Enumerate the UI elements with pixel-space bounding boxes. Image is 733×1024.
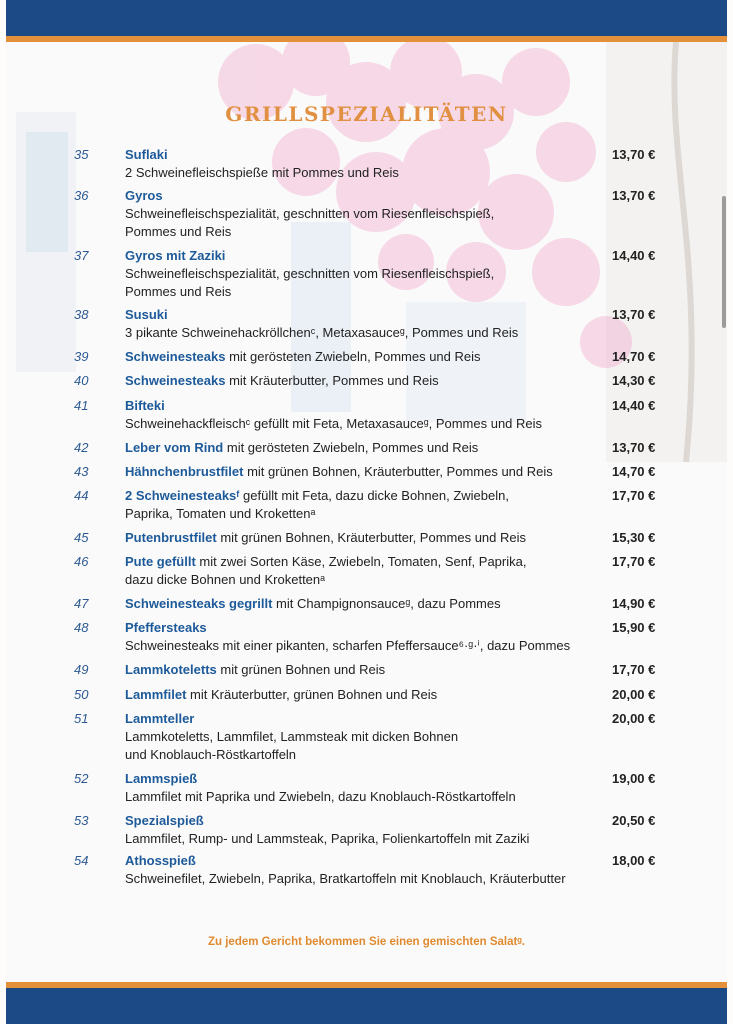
item-name: Lammspieß bbox=[125, 771, 198, 786]
item-price: 17,70 € bbox=[612, 554, 656, 569]
item-name: Bifteki bbox=[125, 398, 165, 413]
top-band bbox=[6, 0, 727, 36]
item-name-line bbox=[125, 440, 478, 455]
item-name-line bbox=[125, 771, 197, 786]
item-name-line bbox=[125, 620, 207, 635]
item-number: 35 bbox=[74, 147, 89, 162]
item-inline-description: gefüllt mit Feta, dazu dicke Bohnen, Zwiebeln, bbox=[239, 488, 509, 503]
item-number: 39 bbox=[74, 349, 89, 364]
item-description: Lammfilet, Rump- und Lammsteak, Paprika, Folienkartoffeln mit Zaziki bbox=[125, 831, 530, 846]
item-number: 51 bbox=[74, 711, 89, 726]
item-name-line bbox=[125, 248, 225, 263]
item-number: 48 bbox=[74, 620, 89, 635]
item-name: Pfeffersteaks bbox=[125, 620, 207, 635]
item-name: Lammteller bbox=[125, 711, 195, 726]
item-name: Schweinesteaks bbox=[125, 349, 226, 364]
item-inline-description: mit Champignonsauceᵍ, dazu Pommes bbox=[272, 596, 501, 611]
item-price: 17,70 € bbox=[612, 488, 656, 503]
item-name: Susuki bbox=[125, 307, 168, 322]
item-inline-description: mit zwei Sorten Käse, Zwiebeln, Tomaten, Senf, Paprika, bbox=[195, 554, 527, 569]
item-inline-description: mit gerösteten Zwiebeln, Pommes und Reis bbox=[223, 440, 479, 455]
item-name-line bbox=[125, 373, 439, 388]
item-name: Spezialspieß bbox=[125, 813, 204, 828]
item-number: 54 bbox=[74, 853, 89, 868]
item-name: Putenbrustfilet bbox=[125, 530, 217, 545]
item-inline-description: mit Kräuterbutter, Pommes und Reis bbox=[225, 373, 439, 388]
item-number: 43 bbox=[74, 464, 89, 479]
item-name: Schweinesteaks bbox=[125, 373, 226, 388]
item-name-line bbox=[125, 464, 553, 479]
item-price: 17,70 € bbox=[612, 662, 656, 677]
item-price: 13,70 € bbox=[612, 440, 656, 455]
item-description: Paprika, Tomaten und Krokettenᵃ bbox=[125, 506, 316, 521]
item-description: dazu dicke Bohnen und Krokettenᵃ bbox=[125, 572, 325, 587]
item-name-line bbox=[125, 687, 437, 702]
item-price: 13,70 € bbox=[612, 307, 656, 322]
item-number: 50 bbox=[74, 687, 89, 702]
item-name-line bbox=[125, 188, 163, 203]
item-price: 20,50 € bbox=[612, 813, 656, 828]
item-number: 41 bbox=[74, 398, 89, 413]
item-inline-description: mit grünen Bohnen und Reis bbox=[216, 662, 386, 677]
item-name-line bbox=[125, 147, 168, 162]
scrollbar-thumb[interactable] bbox=[722, 196, 726, 328]
bottom-band bbox=[6, 988, 727, 1024]
item-name-line bbox=[125, 596, 501, 611]
item-name-line bbox=[125, 349, 481, 364]
item-price: 14,40 € bbox=[612, 248, 656, 263]
item-number: 45 bbox=[74, 530, 89, 545]
item-name: Gyros bbox=[125, 188, 163, 203]
item-price: 18,00 € bbox=[612, 853, 656, 868]
item-price: 13,70 € bbox=[612, 188, 656, 203]
item-inline-description: mit grünen Bohnen, Kräuterbutter, Pommes und Reis bbox=[243, 464, 553, 479]
item-name: Schweinesteaks gegrillt bbox=[125, 596, 273, 611]
item-description: Schweinefleischspezialität, geschnitten vom Riesenfleischspieß, Pommes und Reis bbox=[125, 206, 495, 239]
item-number: 36 bbox=[74, 188, 89, 203]
item-number: 38 bbox=[74, 307, 89, 322]
page-title: GRILLSPEZIALITÄTEN bbox=[225, 102, 508, 126]
item-description: Lammkoteletts, Lammfilet, Lammsteak mit dicken Bohnen und Knoblauch-Röstkartoffeln bbox=[125, 729, 459, 762]
item-name: Pute gefüllt bbox=[125, 554, 196, 569]
item-price: 14,70 € bbox=[612, 349, 656, 364]
item-number: 52 bbox=[74, 771, 89, 786]
item-name-line bbox=[125, 530, 526, 545]
item-description: 2 Schweinefleischspieße mit Pommes und Reis bbox=[125, 165, 399, 180]
item-name: Athosspieß bbox=[125, 853, 196, 868]
item-number: 44 bbox=[74, 488, 89, 503]
item-number: 37 bbox=[74, 248, 89, 263]
item-number: 40 bbox=[74, 373, 89, 388]
item-name-line bbox=[125, 853, 196, 868]
item-name: Hähnchenbrustfilet bbox=[125, 464, 244, 479]
item-number: 49 bbox=[74, 662, 89, 677]
item-inline-description: mit Kräuterbutter, grünen Bohnen und Reis bbox=[186, 687, 438, 702]
item-description: Schweinefleischspezialität, geschnitten vom Riesenfleischspieß, Pommes und Reis bbox=[125, 266, 495, 299]
item-name-line bbox=[125, 307, 168, 322]
item-price: 13,70 € bbox=[612, 147, 656, 162]
item-name: Gyros mit Zaziki bbox=[125, 248, 226, 263]
item-name: Lammfilet bbox=[125, 687, 187, 702]
item-name: Leber vom Rind bbox=[125, 440, 224, 455]
item-name-line bbox=[125, 554, 526, 569]
item-price: 14,90 € bbox=[612, 596, 656, 611]
item-name-line bbox=[125, 813, 204, 828]
item-name: Suflaki bbox=[125, 147, 168, 162]
item-price: 15,90 € bbox=[612, 620, 656, 635]
item-name-line bbox=[125, 398, 165, 413]
item-price: 20,00 € bbox=[612, 687, 656, 702]
item-price: 19,00 € bbox=[612, 771, 656, 786]
item-price: 20,00 € bbox=[612, 711, 656, 726]
item-name: Lammkoteletts bbox=[125, 662, 217, 677]
item-description: 3 pikante Schweinehackröllchenᶜ, Metaxasauceᵍ, Pommes und Reis bbox=[125, 325, 519, 340]
item-number: 46 bbox=[74, 554, 89, 569]
item-price: 14,30 € bbox=[612, 373, 656, 388]
item-description: Schweinesteaks mit einer pikanten, scharfen Pfeffersauce⁶·ᵍ·ⁱ, dazu Pommes bbox=[125, 638, 571, 653]
item-inline-description: mit grünen Bohnen, Kräuterbutter, Pommes und Reis bbox=[216, 530, 527, 545]
item-number: 42 bbox=[74, 440, 89, 455]
item-description: Schweinehackfleischᶜ gefüllt mit Feta, Metaxasauceᵍ, Pommes und Reis bbox=[125, 416, 543, 431]
item-description: Lammfilet mit Paprika und Zwiebeln, dazu Knoblauch-Röstkartoffeln bbox=[125, 789, 516, 804]
item-price: 14,70 € bbox=[612, 464, 656, 479]
item-name-line bbox=[125, 662, 385, 677]
item-inline-description: mit gerösteten Zwiebeln, Pommes und Reis bbox=[225, 349, 481, 364]
item-price: 15,30 € bbox=[612, 530, 656, 545]
item-description: Schweinefilet, Zwiebeln, Paprika, Bratkartoffeln mit Knoblauch, Kräuterbutter bbox=[125, 871, 566, 886]
item-price: 14,40 € bbox=[612, 398, 656, 413]
item-number: 47 bbox=[74, 596, 89, 611]
item-name: 2 Schweinesteaksᶠ bbox=[125, 488, 240, 503]
footer-note: Zu jedem Gericht bekommen Sie einen gemischten Salatᵍ. bbox=[207, 936, 525, 948]
item-number: 53 bbox=[74, 813, 89, 828]
item-name-line bbox=[125, 711, 194, 726]
item-name-line bbox=[125, 488, 509, 503]
